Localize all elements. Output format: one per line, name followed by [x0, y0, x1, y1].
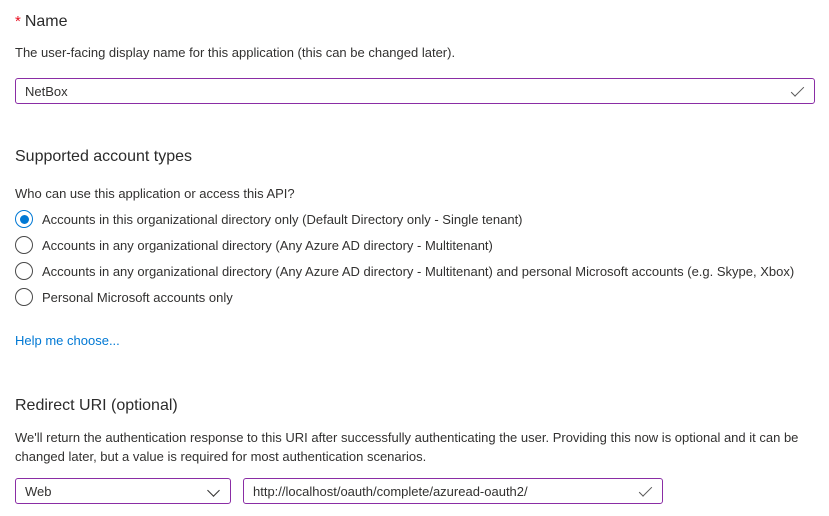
- redirect-uri-input[interactable]: [244, 479, 662, 503]
- name-input-wrapper: [15, 78, 815, 104]
- app-registration-form: [15, 12, 815, 504]
- required-asterisk: *: [15, 13, 21, 30]
- name-input[interactable]: [16, 79, 814, 103]
- radio-option-personal-only[interactable]: [15, 284, 815, 310]
- chevron-down-icon: [207, 484, 220, 497]
- redirect-description-line2: changed later, but a value is required for most authentication scenarios.: [15, 449, 427, 464]
- redirect-uri-title: Redirect URI (optional): [15, 397, 178, 414]
- radio-option-label: Accounts in any organizational directory (Any Azure AD directory - Multitenant) and personal Microsoft accounts (e.g. Skype, Xbox): [42, 263, 795, 279]
- account-types-radio-group: [15, 206, 815, 310]
- radio-button-icon[interactable]: [15, 236, 33, 254]
- name-description: The user-facing display name for this application (this can be changed later).: [15, 45, 456, 60]
- help-me-choose-link[interactable]: Help me choose...: [15, 333, 120, 348]
- radio-option-label: Accounts in any organizational directory (Any Azure AD directory - Multitenant): [42, 237, 493, 253]
- radio-button-icon[interactable]: [15, 288, 33, 306]
- radio-option-label: Personal Microsoft accounts only: [42, 289, 233, 305]
- radio-option-multitenant[interactable]: [15, 232, 815, 258]
- redirect-description-line1: We'll return the authentication response to this URI after successfully authenticating the user. Providing this now is optional and it can be: [15, 430, 799, 445]
- name-title-text: Name: [24, 13, 68, 30]
- radio-option-multitenant-personal[interactable]: [15, 258, 815, 284]
- platform-select-value: Web: [25, 483, 52, 499]
- platform-select[interactable]: [15, 478, 231, 504]
- radio-button-icon[interactable]: [15, 262, 33, 280]
- redirect-uri-input-wrapper: [243, 478, 663, 504]
- radio-option-label: Accounts in this organizational directory only (Default Directory only - Single tenant): [42, 211, 523, 227]
- redirect-uri-controls: [15, 478, 815, 504]
- account-types-title: Supported account types: [15, 148, 193, 165]
- redirect-uri-description: [15, 428, 825, 466]
- radio-option-single-tenant[interactable]: [15, 206, 815, 232]
- account-types-question: Who can use this application or access this API?: [15, 186, 295, 201]
- radio-button-icon[interactable]: [15, 210, 33, 228]
- name-section-title: [15, 12, 815, 32]
